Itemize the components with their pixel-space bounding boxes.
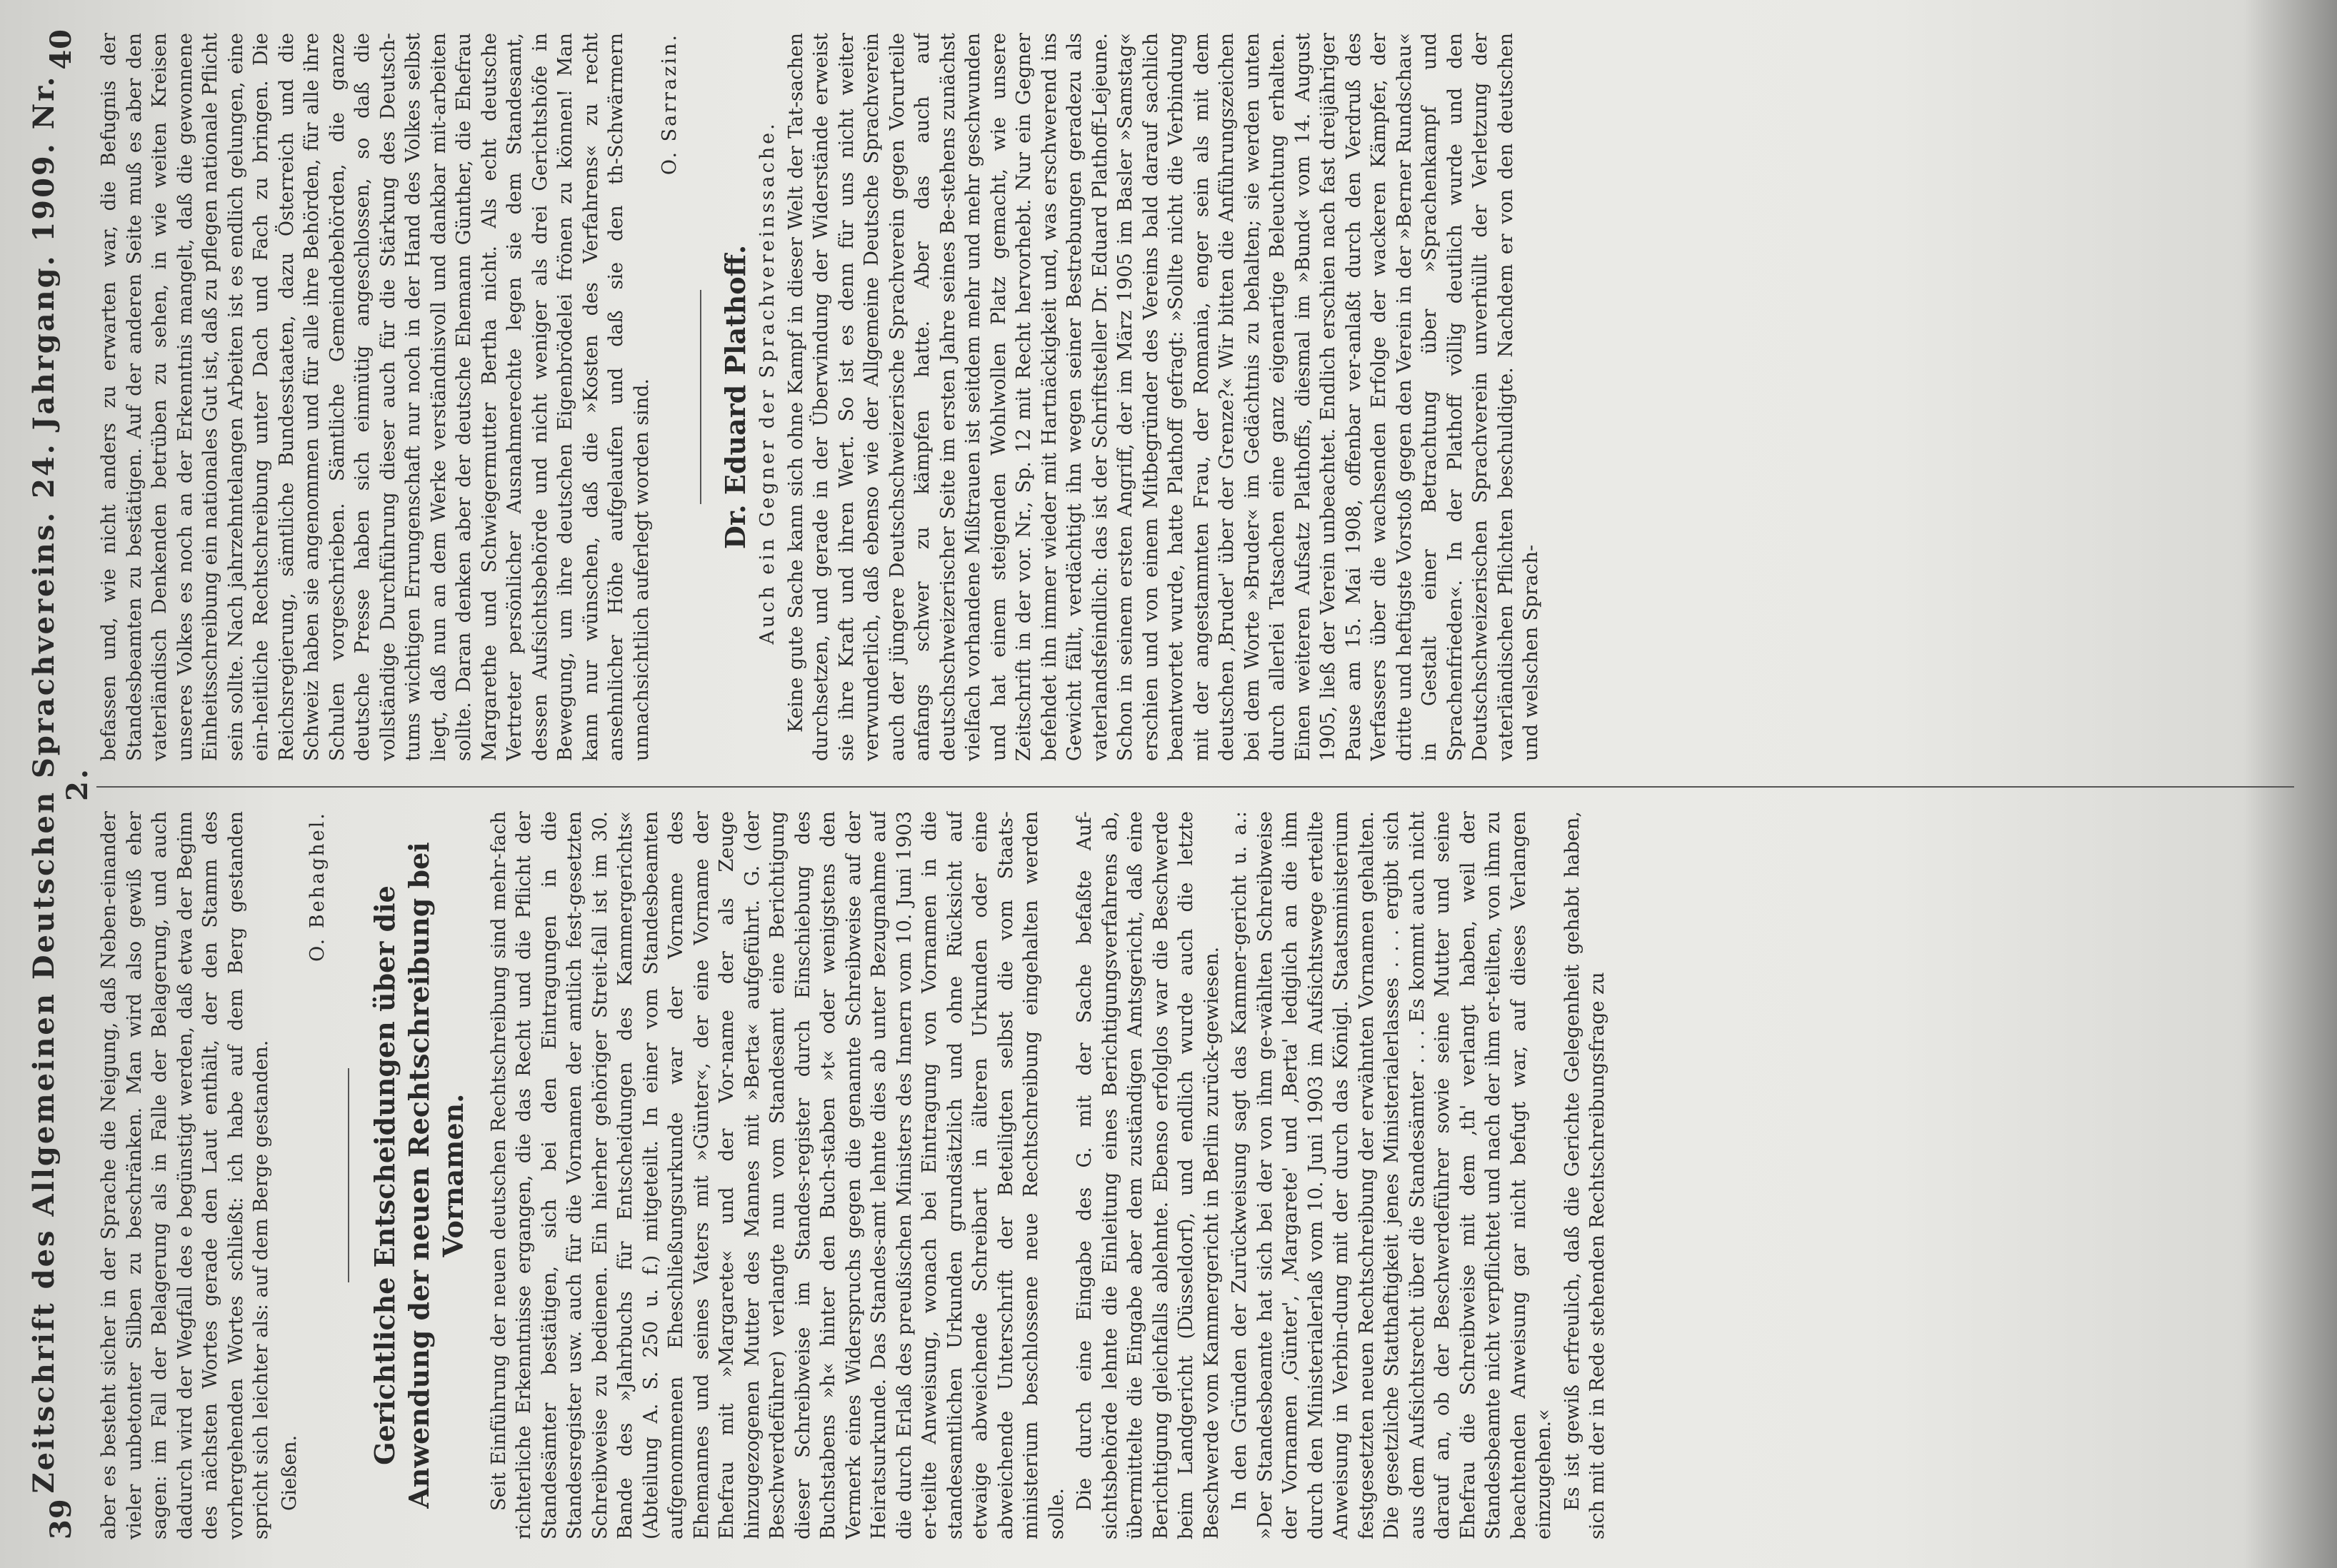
body-paragraph: Seit Einführung der neuen deutschen Rechtschreibung sind mehr-fach richterliche Erkenntnisse ergangen, die das Recht und die Pflicht der Standesämter bestätigen, sich bei den Eintragungen in die Standesregister usw. auch für die Vornamen der amtlich fest-gesetzten Schreibweise zu bedienen. Ein hierher gehöriger Streit-fall ist im 30. Bande des »Jahrbuchs für Entscheidungen des Kammergerichts« (Abteilung A. S. 250 u. f.) mitgeteilt. In einer vom Standesbeamten aufgenommenen Eheschließungsurkunde war der Vorname des Ehemannes und seines Vaters mit »Günter«, der eine Vorname der Ehefrau mit »Margarete« und der Vor-name der als Zeuge hinzugezogenen Mutter des Mannes mit »Berta« aufgeführt. G. (der Beschwerdeführer) verlangte nun vom Standesamt eine Berichtigung dieser Schreibweise im Standes-register durch Einschiebung des Buchstabens »h« hinter den Buch-staben »t« oder wenigstens den Vermerk eines Widerspruchs gegen die genannte Schreibweise auf der Heiratsurkunde. Das Standes-amt lehnte dies ab unter Bezugnahme auf die durch Erlaß des preußischen Ministers des Innern vom 10. Juni 1903 er-teilte Anweisung, wonach bei Eintragung von Vornamen in die standesamtlichen Urkunden grundsätzlich und ohne Rücksicht auf etwaige abweichende Schreibart in älteren Urkunden oder eine abweichende Unterschrift der Beteiligten selbst die vom Staats-ministerium beschlossene neue Rechtschreibung eingehalten werden solle. — [487, 811, 1068, 1539]
continued-paragraph: befassen und, wie nicht anders zu erwarten war, die Befugnis der Standesbeamten zu bestätigen. Auf der anderen Seite muß es aber den vaterländisch Denkenden betrüben zu sehen, in wie weiten Kreisen unseres Volkes es noch an der Erkenntnis mangelt, daß die gewonnene Einheitsschreibung ein nationales Gut ist, daß zu pflegen nationale Pflicht sein sollte. Nach jahrzehntelangen Arbeiten ist es endlich gelungen, eine ein-heitliche Rechtschreibung unter Dach und Fach zu bringen. Die Reichsregierung, sämtliche Bundesstaaten, dazu Österreich und die Schweiz haben sie angenommen und für alle ihre Behörden, für alle ihre Schulen vorgeschrieben. Sämtliche Gemeindebehörden, die ganze deutsche Presse haben sich einmütig angeschlossen, so daß die vollständige Durchführung dieser auch für die Stärkung des Deutsch-tums wichtigen Errungenschaft nur noch in der Hand des Volkes selbst liegt, daß nun an dem Werke verständnisvoll und dankbar mit-arbeiten sollte. Daran denken aber der deutsche Ehemann Günther, die Ehefrau Margarethe und Schwiegermutter Bertha nicht. Als echt deutsche Vertreter persönlicher Ausnahmerechte legen sie dem Standesamt, dessen Aufsichtsbehörde und nicht weniger als drei Gerichtshöfe in Bewegung, um ihre deutschen Eigenbrödelei frönen zu können! Man kann nur wünschen, daß die »Kosten des Verfahrens« zu recht ansehnlicher Höhe aufgelaufen und daß sie den th-Schwärmern unnachsichtlich auferlegt worden sind. — [98, 33, 653, 761]
page-number-right: 40 — [44, 29, 78, 70]
body-paragraph: Es ist gewiß erfreulich, daß die Gerichte Gelegenheit gehabt haben, sich mit der in Rede stehenden Rechtschreibungsfrage zu — [1561, 811, 1608, 1539]
continued-paragraph: aber es besteht sicher in der Sprache die Neigung, daß Neben-einander vieler unbetonter Silben zu beschränken. Man wird also gewiß eher sagen: im Fall der Belagerung als in Falle der Belagerung, und auch dadurch wird der Wegfall des e begünstigt werden, daß etwa der Beginn des nächsten Wortes gerade den Laut enthält, der den Stamm des vorhergehenden Wortes schließt: ich habe auf dem Berg gestanden spricht sich leichter als: auf dem Berge gestanden. — [98, 811, 272, 1539]
right-column — [96, 33, 2308, 761]
article-title-plathoff: Dr. Eduard Plathoff. — [719, 244, 751, 550]
running-header — [27, 29, 94, 1539]
article-subtitle: Auch ein Gegner der Sprachvereinssache. — [756, 121, 779, 645]
page-number-left: 39 — [44, 1498, 78, 1539]
column-divider — [96, 786, 2294, 788]
journal-title: Zeitschrift des Allgemeinen Deutschen Sprachvereins. 24. Jahrgang. 1909. Nr. 2. — [27, 74, 94, 1494]
author-sarrazin: O. Sarrazin. — [659, 33, 681, 176]
body-paragraph: Keine gute Sache kann sich ohne Kampf in dieser Welt der Tat-sachen durchsetzen, und gerade in der Überwindung der Widerstände erweist sie ihre Kraft und ihren Wert. So ist es denn für uns nicht weiter verwunderlich, daß ebenso wie der Allgemeine Deutsche Sprachverein auch der jüngere Deutschschweizerische Sprachverein gegen Vorurteile anfangs schwer zu kämpfen hatte. Aber das auch auf deutschschweizerischer Seite im ersten Jahre seines Be-stehens zunächst vielfach vorhandene Mißtrauen ist seitdem mehr und mehr geschwunden und hat einem steigenden Wohlwollen Platz gemacht, wie unsere Zeitschrift in der vor. Nr., Sp. 12 mit Recht hervorhebt. Nur ein Gegner befehdet ihn immer wieder mit Hartnäckigkeit und, was erschwerend ins Gewicht fällt, verdächtigt ihn wegen seiner Bestrebungen geradezu als vaterlandsfeindlich: das ist der Schriftsteller Dr. Eduard Plathoff-Lejeune. Schon in seinem ersten Angriff, der im März 1905 im Basler »Samstag« erschien und von einem Mitbegründer des Vereins bald darauf sachlich beantwortet wurde, hatte Plathoff gefragt: »Sollte nicht die Verbindung mit der angestammten Frau, der Romania, enger sein als mit dem deutschen ,Bruder' über der Grenze?« Wir bitten die Anführungszeichen bei dem Worte »Bruder« im Gedächtnis zu behalten; sie werden unten durch allerlei Tatsachen eine ganz eigenartige Beleuchtung erhalten. Einen weiteren Aufsatz Plathoffs, diesmal im »Bund« vom 14. August 1905, ließ der Verein unbeachtet. Endlich erschien nach fast dreijähriger Pause am 15. Mai 1908, offenbar ver-anlaßt durch den Verdruß des Verfassers über die wachsenden Erfolge der wackeren Kämpfer, der dritte und heftigste Vorstoß gegen den Verein in der »Berner Rundschau« in Gestalt einer Betrachtung über »Sprachenkampf und Sprachenfrieden«. In der Plathoff völlig deutlich wurde und den Deutschschweizerischen Sprachverein unverhüllt der Verletzung der vaterländischen Pflichten beschuldigte. Nachdem er von den deutschen und welschen Sprach- — [784, 33, 1542, 761]
left-column — [96, 811, 2308, 1539]
intro-place: Gießen. — [278, 1434, 301, 1511]
intro-author: O. Behaghel. — [306, 811, 329, 962]
article-title-vornamen: Gerichtliche Entscheidungen über die Anwendung der neuen Rechtschreibung bei Vornamen. — [368, 842, 469, 1509]
section-rule — [700, 290, 701, 504]
body-paragraph: Die durch eine Eingabe des G. mit der Sache befaßte Auf-sichtsbehörde lehnte die Einleitung eines Berichtigungsverfahrens ab, übermittelte die Eingabe aber dem zuständigen Amtsgericht, daß eine Berichtigung gleichfalls ablehnte. Ebenso erfolglos war die Beschwerde beim Landgericht (Düsseldorf), und endlich wurde auch die letzte Beschwerde vom Kammergericht in Berlin zurück-gewiesen. — [1074, 811, 1223, 1539]
section-rule — [348, 1068, 349, 1282]
body-paragraph: In den Gründen der Zurückweisung sagt das Kammer-gericht u. a.: »Der Standesbeamte hat sich bei der von ihm ge-wählten Schreibweise der Vornamen ,Günter', ,Margarete' und ,Berta' lediglich an die ihm durch den Ministerialerlaß vom 10. Juni 1903 im Aufsichtswege erteilte Anweisung in Verbin-dung mit der durch das Königl. Staatsministerium festgesetzten neuen Rechtschreibung der erwähnten Vornamen gehalten. Die gesetzliche Statthaftigkeit jenes Ministerialerlasses . . . ergibt sich aus dem Aufsichtsrecht über die Standesämter . . . Es kommt auch nicht darauf an, ob der Beschwerdeführer sowie seine Mutter und seine Ehefrau die Schreibweise mit dem ,th' verlangt haben, weil der Standesbeamte nicht verpflichtet und nach der ihm er-teilten, von ihm zu beachtenden Anweisung gar nicht befugt war, auf dieses Verlangen einzugehen.« — [1228, 811, 1555, 1539]
